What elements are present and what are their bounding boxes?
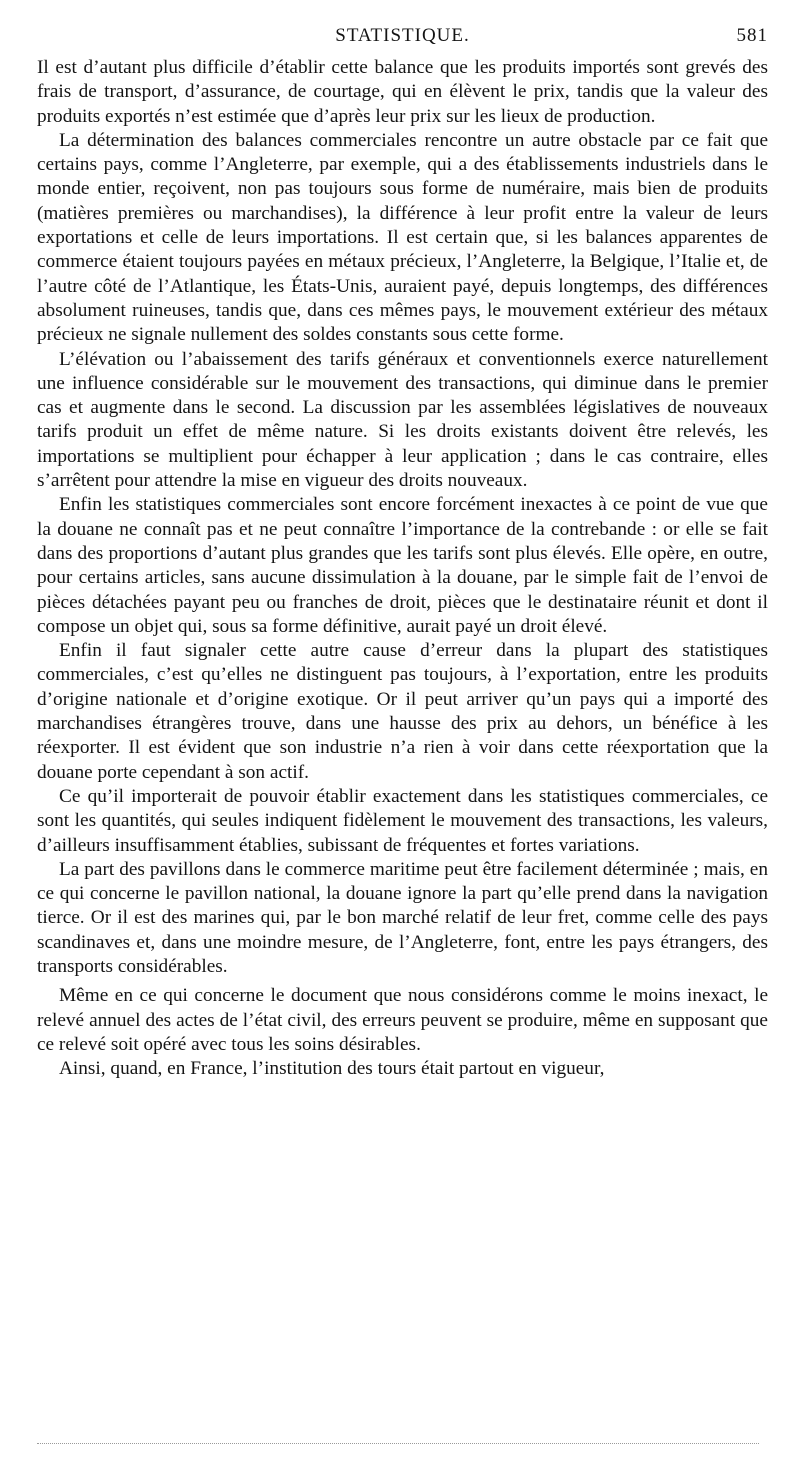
bottom-rule: [37, 1443, 759, 1444]
paragraph: Même en ce qui concerne le document que nous considérons comme le moins inexact, le relevé annuel des actes de l’état civil, des erreurs peuvent se produire, même en supposant que ce relevé soit opéré avec tous les soins désirables.: [37, 985, 768, 1055]
paragraph: La détermination des balances commerciales rencontre un autre obstacle par ce fait que certains pays, comme l’Angleterre, par exemple, qui a des établissements industriels dans le monde entier, reçoivent, non pas toujours sous forme de numéraire, mais bien de produits (matières premières ou marchandises), la différence à leur profit entre la valeur de leurs exportations et celle de leurs importations. Il est certain que, si les balances apparentes de commerce étaient toujours payées en métaux précieux, l’Angleterre, la Belgique, l’Italie et, de l’autre côté de l’Atlantique, les États-Unis, auraient payé, depuis longtemps, des différences absolument ruineuses, tandis que, dans ces mêmes pays, le mouvement extérieur des métaux précieux ne signale nullement des soldes constants sous cette forme.: [37, 129, 768, 346]
running-title: STATISTIQUE.: [335, 25, 470, 46]
paragraph: Ce qu’il importerait de pouvoir établir exactement dans les statistiques commerciales, ce sont les quantités, qui seules indiquent fidèlement le mouvement des transactions, les valeurs, d’ailleurs insuffisamment établies, subissant de fréquentes et fortes variations.: [37, 785, 768, 856]
paragraph: L’élévation ou l’abaissement des tarifs généraux et conventionnels exerce naturellement une influence considérable sur le mouvement des transactions, qui diminue dans le premier cas et augmente dans le second. La discussion par les assemblées législatives de nouveaux tarifs produit un effet de même nature. Si les droits existants doivent être relevés, les importations se multiplient pour échapper à leur application ; dans le cas contraire, elles s’arrêtent pour attendre la mise en vigueur des droits nouveaux.: [37, 348, 768, 492]
paragraph: Enfin les statistiques commerciales sont encore forcément inexactes à ce point de vue que la douane ne connaît pas et ne peut connaître l’importance de la contrebande : or elle se fait dans des proportions d’autant plus grandes que les tarifs sont plus élevés. Elle opère, en outre, pour certains articles, sans aucune dissimulation à la douane, par le simple fait de l’envoi de pièces détachées payant peu ou franches de droit, pièces que le destinataire réunit et dont il compose un objet qui, sous sa forme définitive, aurait payé un droit élevé.: [37, 494, 768, 637]
paragraph: Ainsi, quand, en France, l’institution des tours était partout en vigueur,: [59, 1058, 605, 1080]
body-text: [37, 56, 768, 1081]
page-header: [37, 22, 768, 56]
paragraph: Il est d’autant plus difficile d’établir cette balance que les produits importés sont grevés des frais de transport, d’assurance, de courtage, qui en élèvent le prix, tandis que la valeur des produits exportés n’est estimée que d’après leur prix sur les lieux de production.: [37, 57, 768, 127]
paragraph: Enfin il faut signaler cette autre cause d’erreur dans la plupart des statistiques commerciales, c’est qu’elles ne distinguent pas toujours, à l’exportation, entre les produits d’origine nationale et d’origine exotique. Or il peut arriver qu’un pays qui a importé des marchandises étrangères trouve, dans une hausse des prix au dehors, un bénéfice à les réexporter. Il est évident que son industrie n’a rien à voir dans cette réexportation que la douane porte cependant à son actif.: [37, 640, 768, 783]
page-number: 581: [736, 25, 768, 46]
paragraph: La part des pavillons dans le commerce maritime peut être facilement déterminée ; mais, en ce qui concerne le pavillon national, la douane ignore la part qu’elle prend dans la navigation tierce. Or il est des marines qui, par le bon marché relatif de leur fret, comme celle des pays scandinaves et, dans une moindre mesure, de l’Angleterre, font, entre les pays étrangers, des transports considérables.: [37, 858, 768, 977]
document-page: [37, 22, 768, 1081]
